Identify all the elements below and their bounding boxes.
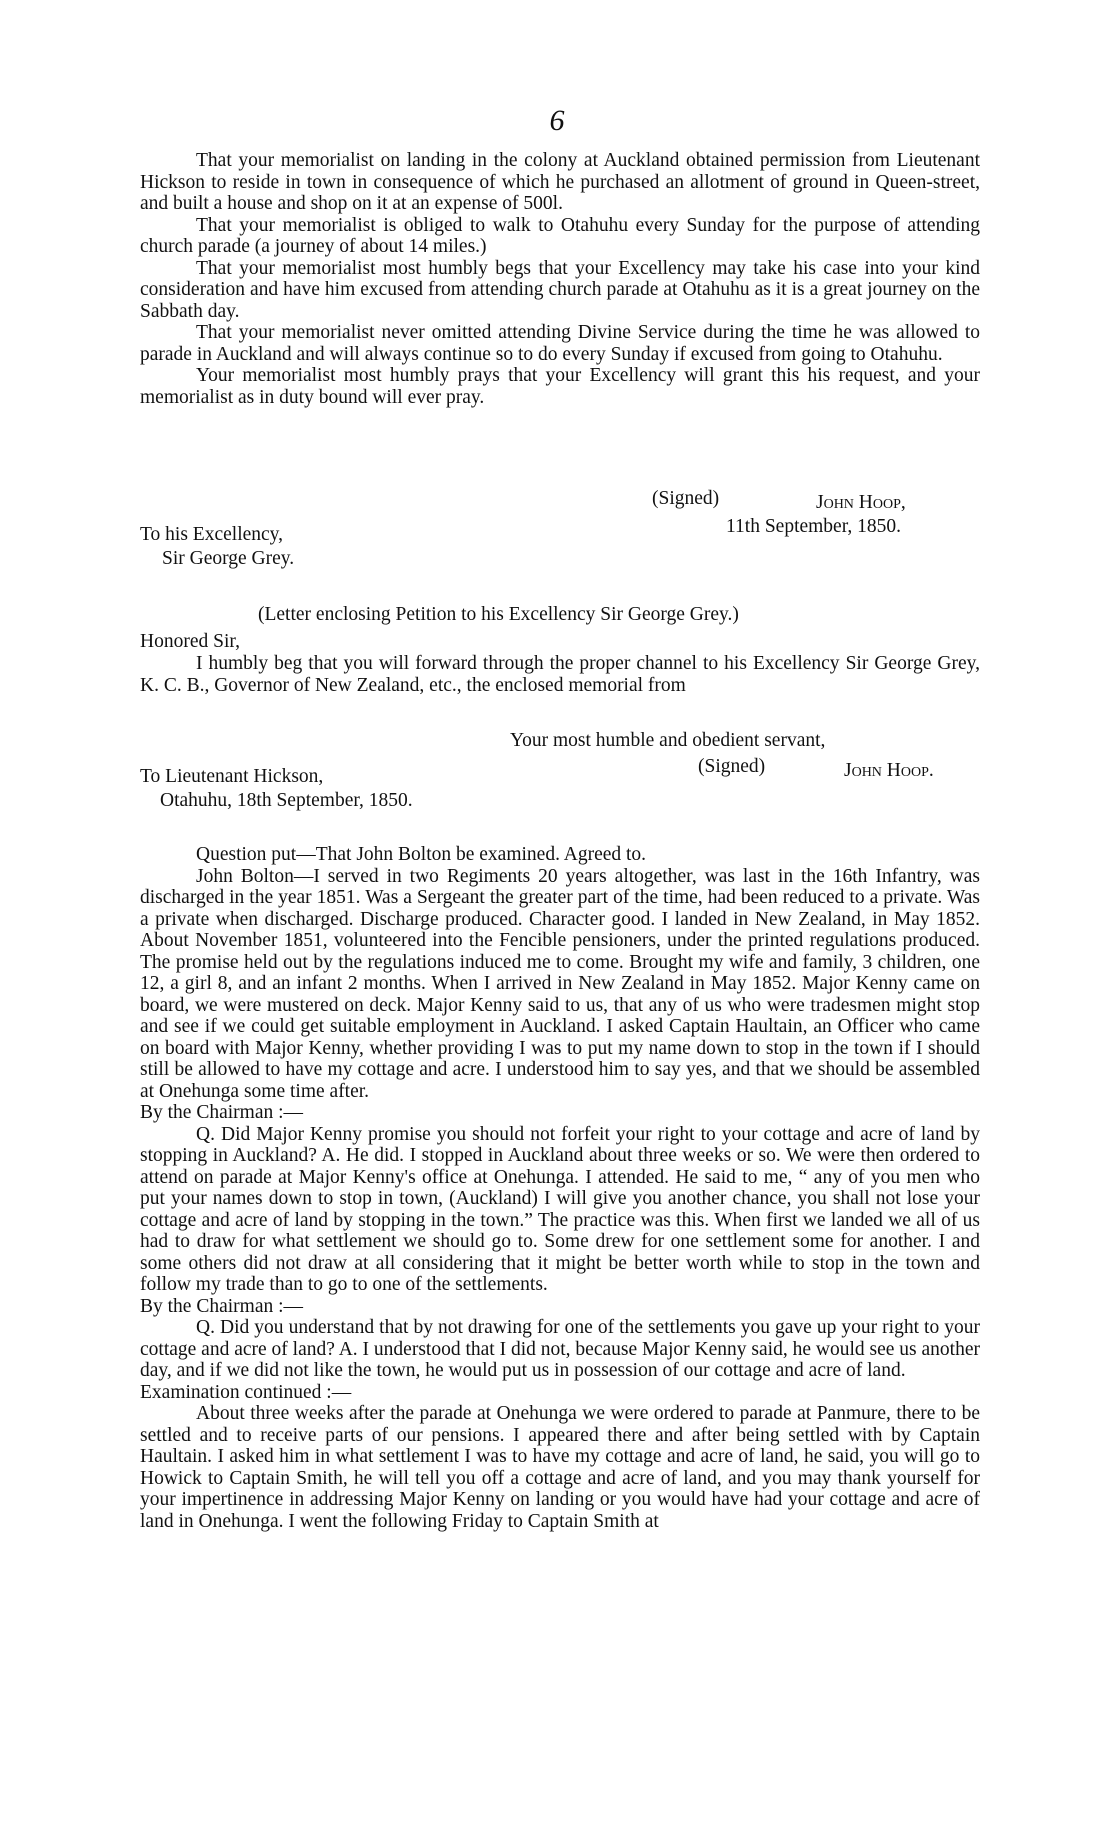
chairman-heading-1: By the Chairman :— <box>140 1102 304 1123</box>
chairman-heading-2: By the Chairman :— <box>140 1295 304 1317</box>
memorial-signer: John Hoop, <box>816 492 906 513</box>
memorial-addressee-line2: Sir George Grey. <box>162 548 295 569</box>
letter-signed-label: (Signed) <box>698 756 766 777</box>
memorial-paragraph-2: That your memorialist is obliged to walk to Otahuhu every Sunday for the purpose of attending church parade (a journey of about 14 miles.) <box>140 214 980 257</box>
examination-question-put: Question put—That John Bolton be examined. Agreed to. <box>196 844 647 865</box>
page-number: 6 <box>549 104 565 137</box>
memorial-paragraph-1: That your memorialist on landing in the colony at Auckland obtained permission from Lieutenant Hickson to reside in town in consequence of which he purchased an allotment of ground in Queen-street, and built a house and shop on it at an expense of 500l. <box>140 150 980 214</box>
memorial-paragraph-4: That your memorialist never omitted attending Divine Service during the time he was allowed to parade in Auckland and will always continue so to do every Sunday if excused from going to Otahuhu. <box>140 322 980 365</box>
letter-signer: John Hoop. <box>844 760 934 781</box>
letter-body-block <box>140 653 980 696</box>
examination-continued-heading: Examination continued :— <box>140 1381 352 1403</box>
letter-addressee-line1: To Lieutenant Hickson, <box>140 766 324 787</box>
memorial-body <box>140 150 980 408</box>
letter-body: I humbly beg that you will forward through the proper channel to his Excellency Sir George Grey, K. C. B., Governor of New Zealand, etc., the enclosed memorial from <box>140 653 980 696</box>
memorial-paragraph-5: Your memorialist most humbly prays that your Excellency will grant this his request, and your memorialist as in duty bound will ever pray. <box>140 365 980 408</box>
letter-salutation: Honored Sir, <box>140 631 240 652</box>
letter-closing: Your most humble and obedient servant, <box>510 730 826 751</box>
memorial-signed-label: (Signed) <box>652 488 720 509</box>
examination-bolton-statement: John Bolton—I served in two Regiments 20 years altogether, was last in the 16th Infantry, was discharged in the year 1851. Was a Sergeant the greater part of the time, had been reduced to a private. Was a private when discharged. Discharge produced. Character good. I landed in New Zealand, in May 1852. About November 1851, volunteered into the Fencible pensioners, under the printed regulations produced. The promise held out by the regulations induced me to come. Brought my wife and family, 3 children, one 12, a girl 8, and an infant 2 months. When I arrived in New Zealand in May 1852. Major Kenny came on board, we were mustered on deck. Major Kenny said to us, that any of us who were tradesmen might stop and see if we could get suitable employment in Auckland. I asked Captain Haultain, an Officer who came on board with Major Kenny, whether providing I was to put my name down to stop in the town if I should still be allowed to have my cottage and acre. I understood him to say yes, and that we should be assembled at Onehunga some time after. <box>140 865 980 1102</box>
letter-addressee-line2: Otahuhu, 18th September, 1850. <box>160 790 413 811</box>
examination-question-2: Q. Did you understand that by not drawing for one of the settlements you gave up your right to your cottage and acre of land? A. I understood that I did not, because Major Kenny said, he would see us another day, and if we did not like the town, he would put us in possession of our cottage and acre of land. <box>140 1317 980 1381</box>
memorial-date: 11th September, 1850. <box>726 516 902 537</box>
examination-continued-statement: About three weeks after the parade at Onehunga we were ordered to parade at Panmure, there to be settled and to receive parts of our pensions. I appeared there and after being settled with by Captain Haultain. I asked him in what settlement I was to have my cottage and acre of land, he said, you will go to Howick to Captain Smith, he will tell you off a cottage and acre of land, and you may thank yourself for your impertinence in addressing Major Kenny on landing or you would have had your cottage and acre of land in Onehunga. I went the following Friday to Captain Smith at <box>140 1403 980 1532</box>
examination-body <box>140 844 980 1532</box>
letter-heading: (Letter enclosing Petition to his Excellency Sir George Grey.) <box>258 604 739 625</box>
examination-question-1: Q. Did Major Kenny promise you should not forfeit your right to your cottage and acre of land by stopping in Auckland? A. He did. I stopped in Auckland about three weeks or so. We were then ordered to attend on parade at Major Kenny's office at Onehunga. I attended. He said to me, “ any of you men who put your names down to stop in town, (Auckland) I will give you another chance, you shall not lose your cottage and acre of land by stopping in the town.” The practice was this. When first we landed we all of us had to draw for what settlement we should go to. Some drew for one settlement some for another. I and some others did not draw at all considering that it might be better worth while to stop in the town and follow my trade than to go to one of the settlements. <box>140 1123 980 1295</box>
memorial-paragraph-3: That your memorialist most humbly begs that your Excellency may take his case into your kind consideration and have him excused from attending church parade at Otahuhu as it is a great journey on the Sabbath day. <box>140 257 980 322</box>
memorial-addressee-line1: To his Excellency, <box>140 524 284 545</box>
